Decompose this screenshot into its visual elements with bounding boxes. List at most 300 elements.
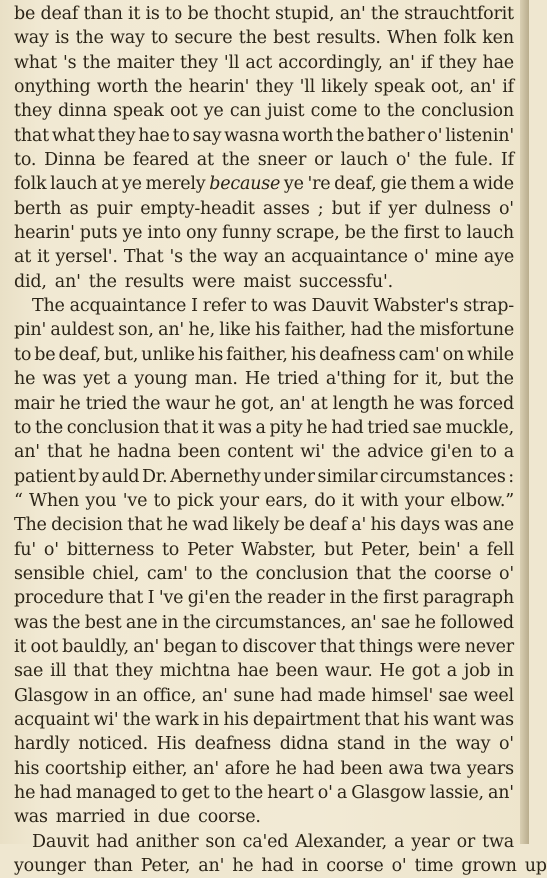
word: to xyxy=(164,4,183,24)
word: than xyxy=(93,856,133,877)
word: oot xyxy=(30,636,58,657)
word: an' xyxy=(470,77,496,98)
word: o' xyxy=(427,125,443,146)
word: followed xyxy=(440,612,514,633)
word: I xyxy=(191,296,198,317)
word: puir xyxy=(96,198,133,219)
word: he xyxy=(14,783,36,803)
word: way xyxy=(14,28,49,49)
word: an' xyxy=(54,271,81,292)
word: twa xyxy=(429,758,462,779)
word: 've xyxy=(158,588,184,609)
word: got xyxy=(411,661,440,682)
word: cam' xyxy=(398,344,440,365)
word: a xyxy=(446,661,457,682)
word: Peter xyxy=(187,539,234,560)
word: a xyxy=(117,369,128,390)
word: ye xyxy=(283,174,304,195)
word: “ xyxy=(14,490,23,511)
word: it xyxy=(127,4,141,24)
word: they xyxy=(255,77,294,98)
word: lassie, xyxy=(429,783,484,803)
text-line xyxy=(14,635,514,659)
word: afore xyxy=(224,758,270,779)
word: the xyxy=(221,150,250,171)
word: with xyxy=(360,490,399,511)
word: coorse xyxy=(434,563,492,584)
word: but, xyxy=(103,344,139,365)
word: had xyxy=(280,685,313,706)
word: conclusion xyxy=(421,101,514,122)
text-line xyxy=(14,513,514,537)
word: scrape, xyxy=(276,223,340,244)
word: into xyxy=(147,223,181,244)
word: his xyxy=(370,515,396,536)
word: in xyxy=(497,661,514,682)
word: fule. xyxy=(454,150,493,171)
word: o' xyxy=(395,150,411,171)
word: faither, xyxy=(226,344,288,365)
word: they xyxy=(97,125,136,146)
word: days xyxy=(400,515,440,536)
word: was xyxy=(42,369,77,390)
word: Abernethy xyxy=(170,466,261,487)
word: to. xyxy=(14,150,37,171)
word: for xyxy=(393,369,418,390)
word: stupid, xyxy=(274,4,335,24)
text-line xyxy=(14,830,514,854)
word: speak xyxy=(374,77,425,98)
word: That xyxy=(123,247,164,268)
word: he xyxy=(59,393,81,414)
word: The xyxy=(14,515,47,536)
word: results. xyxy=(316,28,381,49)
word: tried xyxy=(367,417,409,438)
word: married xyxy=(55,807,126,828)
word: he xyxy=(306,417,328,438)
word: had xyxy=(96,831,129,852)
word: best xyxy=(273,28,310,49)
word: deafness xyxy=(319,344,396,365)
word: hae xyxy=(237,661,269,682)
word: his xyxy=(197,344,224,365)
word: worth xyxy=(96,77,148,98)
word: it, xyxy=(425,369,443,390)
text-line xyxy=(14,197,514,221)
word: yer xyxy=(388,198,417,219)
word: to xyxy=(161,539,180,560)
word: son, xyxy=(118,320,154,341)
word: son xyxy=(205,831,236,852)
word: the xyxy=(370,223,399,244)
word: be xyxy=(103,150,125,171)
word: what xyxy=(14,52,57,73)
word: strap- xyxy=(463,296,514,317)
word: acquaintance xyxy=(69,296,187,317)
word: didna xyxy=(279,734,329,755)
word: to xyxy=(14,344,32,365)
word: depairtment xyxy=(252,709,361,730)
text-line xyxy=(14,416,514,440)
word: had xyxy=(350,320,383,341)
word: ye xyxy=(203,101,224,122)
body-text xyxy=(14,2,547,878)
word: hae xyxy=(138,125,170,146)
word: pick xyxy=(176,490,214,511)
word: years xyxy=(466,758,514,779)
word: 'll xyxy=(223,52,240,73)
word: in xyxy=(202,709,220,730)
text-line xyxy=(14,805,514,829)
word: dulness xyxy=(424,198,491,219)
word: Peter, xyxy=(140,856,191,877)
word: similar xyxy=(317,466,378,487)
word: to xyxy=(195,563,213,584)
word: ; xyxy=(317,198,324,219)
word: ken xyxy=(482,28,514,49)
word: was xyxy=(14,612,48,633)
word: himsel' xyxy=(371,685,434,706)
word: o' xyxy=(498,198,514,219)
word: while xyxy=(467,344,514,365)
word: to xyxy=(220,636,239,657)
word: When xyxy=(387,28,438,49)
word: the xyxy=(350,588,379,609)
word: 've xyxy=(122,490,148,511)
word: that xyxy=(355,563,391,584)
word: twa xyxy=(482,831,514,852)
word: wad xyxy=(192,515,229,536)
text-line xyxy=(14,854,547,878)
word: an' xyxy=(198,856,225,877)
word: He xyxy=(379,661,405,682)
text-line xyxy=(14,392,514,416)
word: by xyxy=(78,466,99,487)
word: folk xyxy=(14,174,47,195)
word: dinna xyxy=(58,101,107,122)
word: was xyxy=(14,807,48,828)
word: he xyxy=(166,515,188,536)
word: things xyxy=(358,636,414,657)
word: an' xyxy=(14,442,40,463)
word: ill xyxy=(50,661,67,682)
word: He xyxy=(244,369,271,390)
word: best xyxy=(84,612,122,633)
text-line xyxy=(14,294,514,318)
word: sune xyxy=(233,685,275,706)
word: an xyxy=(115,685,138,706)
word: unlike xyxy=(141,344,195,365)
word: the xyxy=(188,247,218,268)
word: but xyxy=(324,539,353,560)
word: waur. xyxy=(324,661,373,682)
word: grown xyxy=(461,856,517,877)
word: a xyxy=(394,831,405,852)
word: gi'en xyxy=(430,442,473,463)
word: due xyxy=(157,807,191,828)
word: likely xyxy=(321,77,368,98)
word: the xyxy=(418,150,447,171)
word: he, xyxy=(188,320,215,341)
word: ye xyxy=(121,174,142,195)
word: gi'en xyxy=(187,588,231,609)
word: thocht xyxy=(213,4,270,24)
word: the xyxy=(82,52,111,73)
word: an' xyxy=(158,320,185,341)
word: he xyxy=(14,369,36,390)
word: say xyxy=(192,125,222,146)
word: under xyxy=(263,466,315,487)
word: the xyxy=(52,612,81,633)
word: a xyxy=(503,442,514,463)
word: at xyxy=(14,247,32,268)
word: pity xyxy=(269,417,303,438)
word: they xyxy=(14,101,52,122)
text-line xyxy=(14,367,514,391)
word: if xyxy=(502,77,514,98)
word: chiel, xyxy=(92,563,140,584)
word: younger xyxy=(14,856,86,877)
text-line xyxy=(14,562,514,586)
word: 's xyxy=(169,247,183,268)
word: fell xyxy=(486,539,514,560)
word: ca'ed xyxy=(242,831,289,852)
word: first xyxy=(382,588,419,609)
word: auldest xyxy=(50,320,114,341)
word: discover xyxy=(242,636,316,657)
word: maiter xyxy=(116,52,174,73)
word: or xyxy=(456,831,476,852)
word: time xyxy=(414,856,454,877)
word: at xyxy=(310,393,328,414)
word: young xyxy=(134,369,188,390)
word: you xyxy=(85,490,117,511)
word: o' xyxy=(498,734,514,755)
word: bitterness xyxy=(66,539,155,560)
word: as xyxy=(69,198,89,219)
word: to xyxy=(150,28,169,49)
word: yet xyxy=(83,369,110,390)
word: never xyxy=(464,636,514,657)
word: an' xyxy=(350,612,377,633)
word: awa xyxy=(388,758,424,779)
text-line xyxy=(14,2,514,26)
word: deaf xyxy=(309,515,347,536)
word: hadna xyxy=(117,442,171,463)
word: sae xyxy=(412,417,442,438)
word: in xyxy=(329,588,346,609)
word: Dinna xyxy=(44,150,96,171)
word: stand xyxy=(337,734,386,755)
word: bauldly, xyxy=(62,636,129,657)
text-line xyxy=(14,440,514,464)
word: elbow.” xyxy=(450,490,514,511)
word: His xyxy=(156,734,186,755)
word: an' xyxy=(193,758,219,779)
word: juist xyxy=(267,101,305,122)
word: act xyxy=(245,52,273,73)
word: to xyxy=(160,783,178,803)
word: sae xyxy=(14,661,44,682)
word: wi' xyxy=(300,442,326,463)
word: cam' xyxy=(146,563,188,584)
word: secure xyxy=(174,28,233,49)
word: the xyxy=(132,393,161,414)
word: been xyxy=(177,442,221,463)
word: fu' xyxy=(14,539,36,560)
word: oot, xyxy=(430,77,464,98)
word: had xyxy=(302,758,335,779)
word: like xyxy=(219,320,251,341)
word: lauch xyxy=(466,223,514,244)
word: had xyxy=(261,856,294,877)
word: his xyxy=(254,320,281,341)
word: an' xyxy=(201,685,228,706)
word: yersel'. xyxy=(55,247,118,268)
word: in xyxy=(133,807,150,828)
word: because xyxy=(209,174,281,195)
word: mine xyxy=(434,247,478,268)
word: been xyxy=(275,661,319,682)
word: Wabster's xyxy=(373,296,459,317)
word: faither, xyxy=(284,320,347,341)
word: o' xyxy=(413,247,429,268)
word: want xyxy=(432,709,476,730)
word: they xyxy=(115,661,153,682)
word: to xyxy=(14,417,32,438)
word: it xyxy=(37,247,50,268)
word: sneer xyxy=(257,150,307,171)
word: way xyxy=(223,247,258,268)
word: the xyxy=(34,417,63,438)
word: to xyxy=(172,125,190,146)
text-line xyxy=(14,611,514,635)
word: but xyxy=(449,369,479,390)
word: a xyxy=(336,783,348,803)
word: an xyxy=(263,247,286,268)
word: conclusion xyxy=(255,563,349,584)
word: o' xyxy=(43,539,59,560)
word: wasna xyxy=(224,125,280,146)
word: at xyxy=(101,174,119,195)
word: if xyxy=(368,198,381,219)
word: man. xyxy=(194,369,238,390)
word: to xyxy=(213,783,231,803)
word: refer xyxy=(202,296,246,317)
word: the xyxy=(220,563,249,584)
text-line xyxy=(14,684,514,708)
page-edge xyxy=(520,0,529,844)
word: the xyxy=(234,588,263,609)
word: made xyxy=(317,685,366,706)
word: come xyxy=(310,101,358,122)
word: circumstances xyxy=(379,466,506,487)
word: deaf, xyxy=(334,174,377,195)
word: wi' xyxy=(93,709,119,730)
word: a xyxy=(255,417,266,438)
word: feared xyxy=(132,150,189,171)
text-line xyxy=(14,270,514,294)
word: an' xyxy=(133,636,160,657)
word: to xyxy=(479,442,497,463)
word: or xyxy=(314,150,333,171)
word: to xyxy=(444,223,462,244)
word: wide xyxy=(472,174,514,195)
word: asses xyxy=(262,198,310,219)
word: the xyxy=(336,125,365,146)
word: procedure xyxy=(14,588,104,609)
text-line xyxy=(14,75,514,99)
word: that xyxy=(319,636,355,657)
text-line xyxy=(14,343,514,367)
word: an' xyxy=(388,52,415,73)
word: he xyxy=(232,856,254,877)
text-line xyxy=(14,221,514,245)
word: the xyxy=(485,369,514,390)
word: he xyxy=(393,393,415,414)
word: he xyxy=(214,393,236,414)
word: be xyxy=(34,344,56,365)
word: be xyxy=(283,515,305,536)
word: way xyxy=(109,28,145,49)
word: successfu'. xyxy=(298,271,393,292)
word: onything xyxy=(14,77,91,98)
word: to xyxy=(363,101,381,122)
word: length xyxy=(332,393,389,414)
word: Peter, xyxy=(360,539,411,560)
word: muckle, xyxy=(445,417,514,438)
word: Wabster, xyxy=(241,539,317,560)
word: tried xyxy=(85,393,128,414)
word: get xyxy=(181,783,210,803)
word: hearin' xyxy=(14,223,75,244)
word: than xyxy=(83,4,123,24)
text-line xyxy=(14,99,514,123)
word: reader xyxy=(267,588,325,609)
word: was xyxy=(217,417,252,438)
word: funny xyxy=(222,223,272,244)
text-line xyxy=(14,708,514,732)
word: accordingly, xyxy=(278,52,383,73)
word: either, xyxy=(132,758,188,779)
word: the xyxy=(386,101,415,122)
word: had xyxy=(331,417,364,438)
word: the xyxy=(234,783,263,803)
word: ye xyxy=(122,223,143,244)
word: ane xyxy=(482,515,514,536)
word: The xyxy=(32,296,65,317)
word: forced xyxy=(458,393,514,414)
word: results xyxy=(124,271,184,292)
word: decision xyxy=(51,515,123,536)
word: folk xyxy=(443,28,476,49)
text-line xyxy=(14,172,514,196)
word: it xyxy=(201,417,215,438)
word: acquaint xyxy=(14,709,90,730)
word: aye xyxy=(483,247,514,268)
word: deaf xyxy=(40,4,79,24)
word: misfortune xyxy=(419,320,514,341)
word: anither xyxy=(135,831,199,852)
word: be xyxy=(187,4,209,24)
word: sae xyxy=(381,612,411,633)
text-line xyxy=(14,465,514,489)
word: tried xyxy=(277,369,319,390)
word: the xyxy=(332,442,361,463)
word: the xyxy=(370,4,399,24)
word: your xyxy=(404,490,444,511)
word: were xyxy=(417,636,461,657)
